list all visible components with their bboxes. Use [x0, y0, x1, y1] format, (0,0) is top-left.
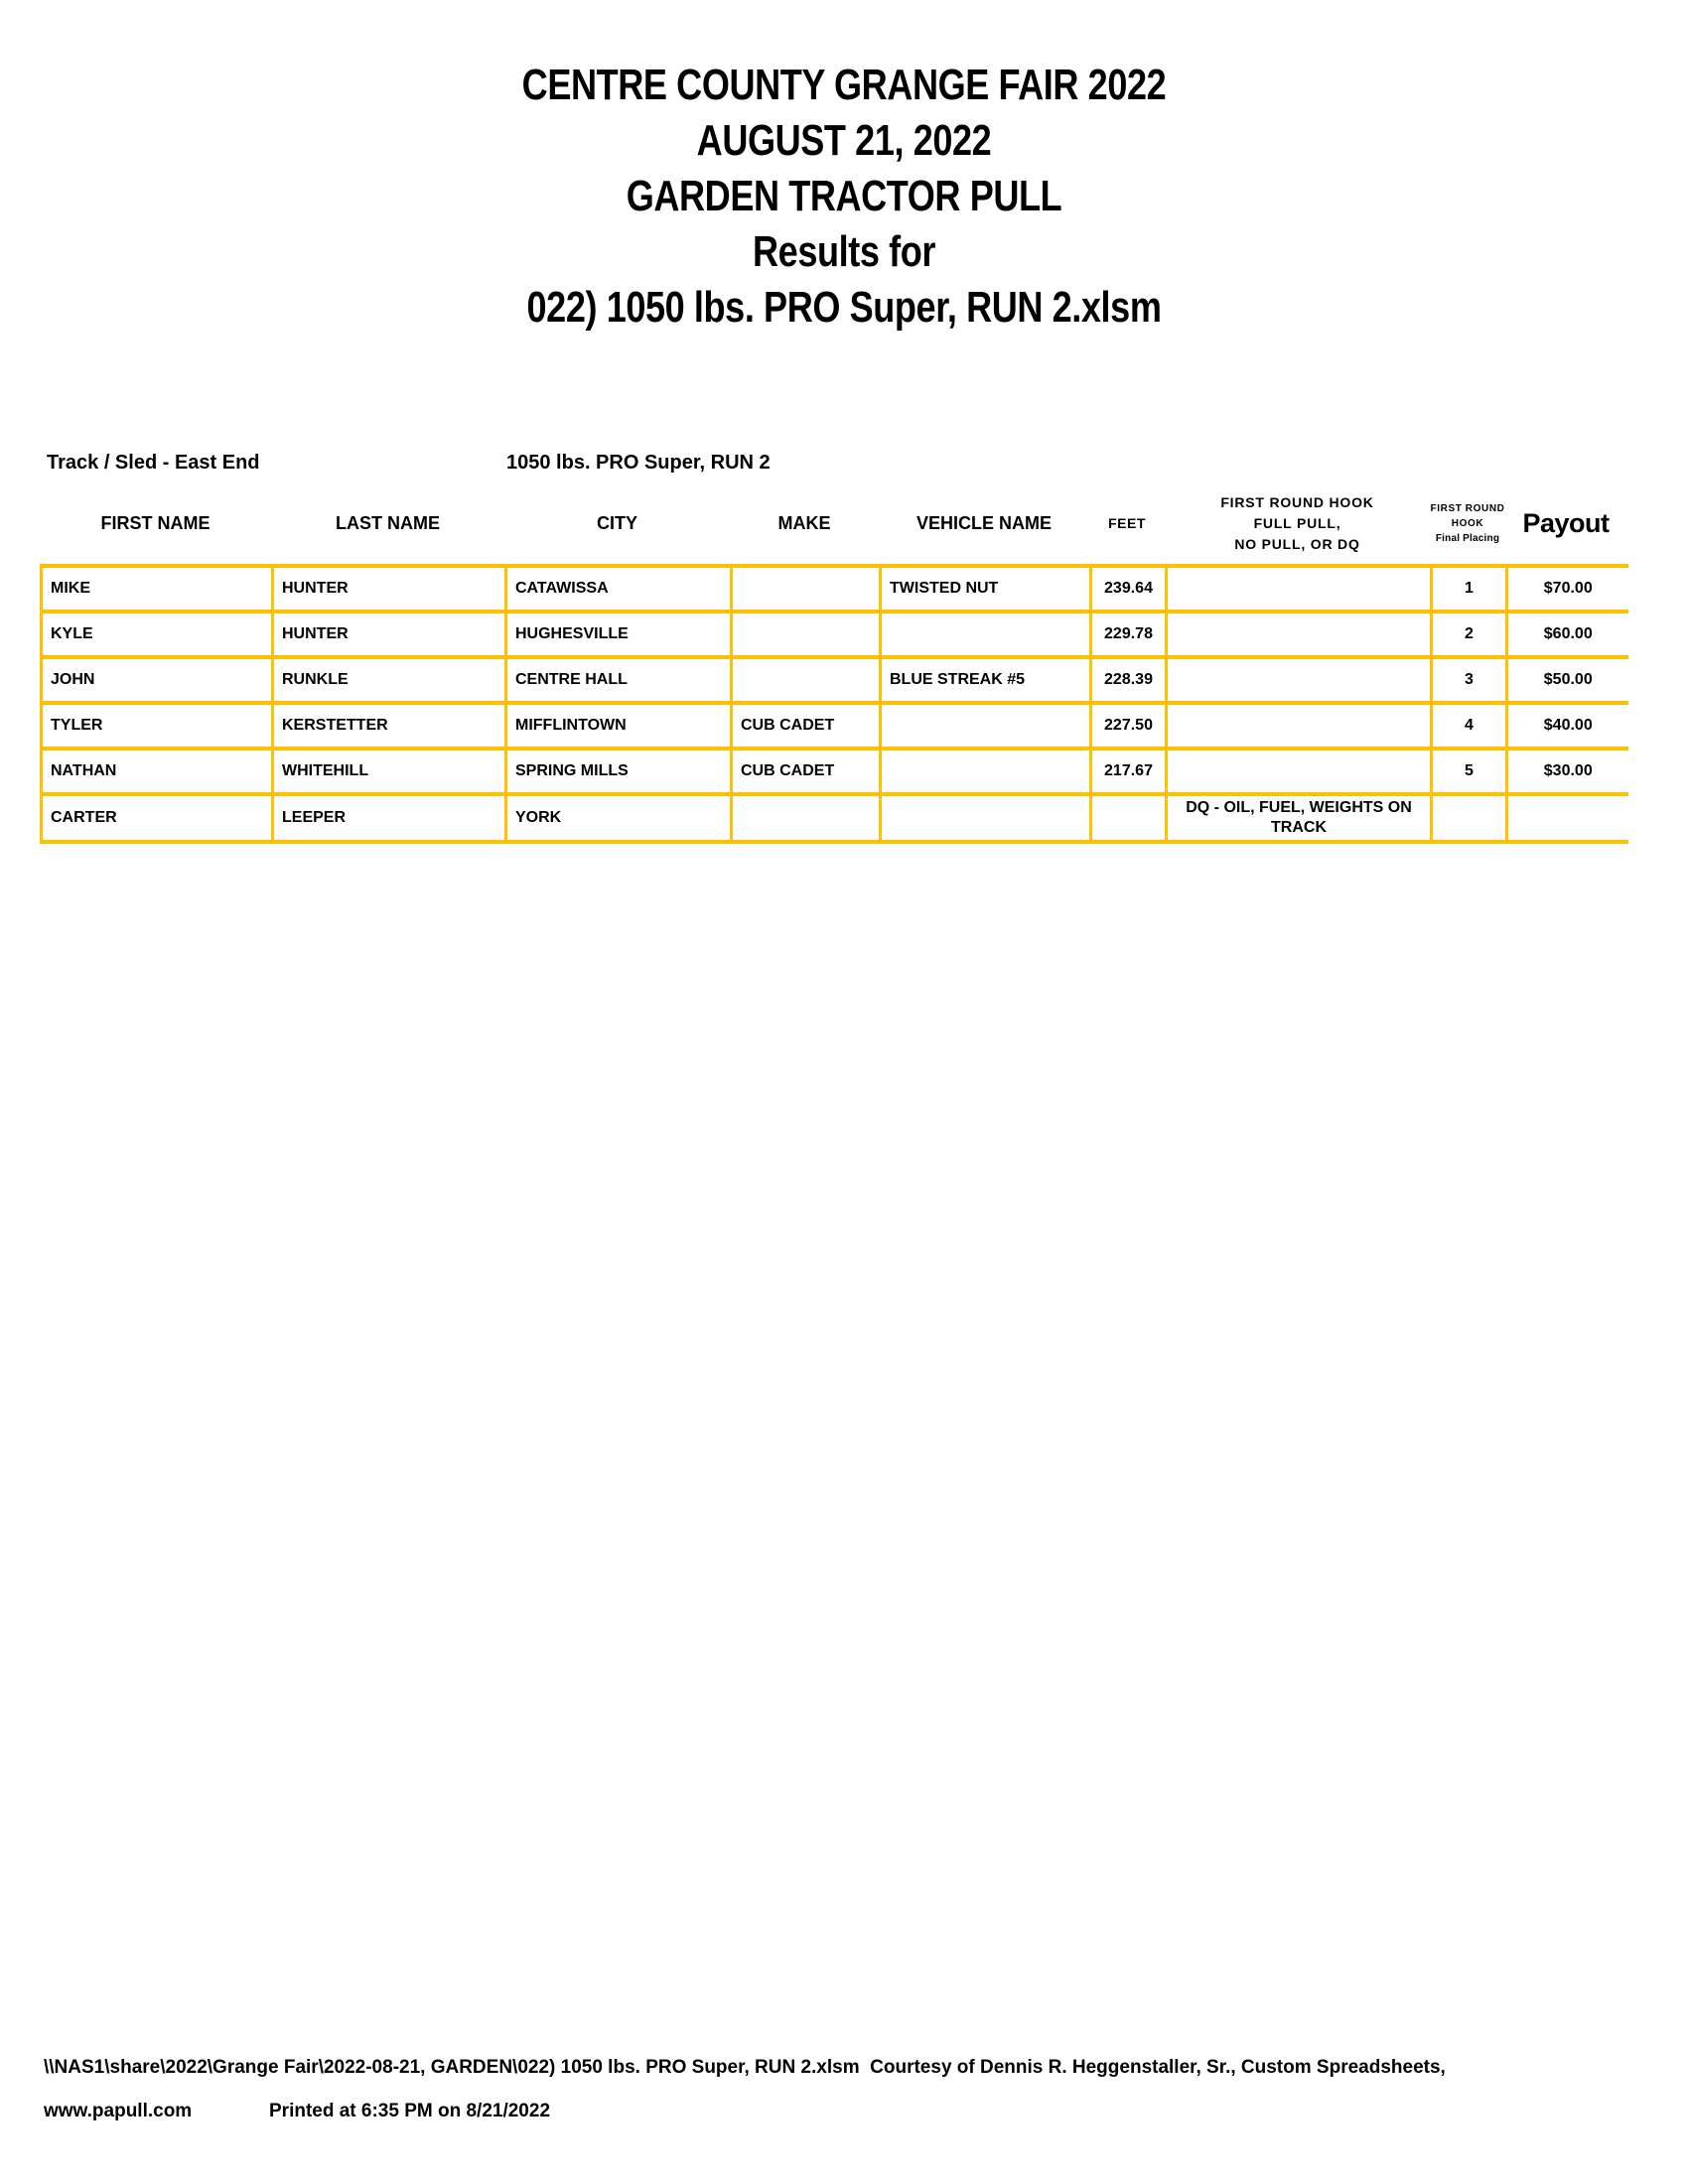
cell-hook-result	[1167, 612, 1432, 657]
cell-final-placing: 4	[1432, 703, 1507, 749]
hook-header-line2: FULL PULL,	[1253, 514, 1341, 531]
cell-payout	[1507, 794, 1628, 842]
cell-hook-result	[1167, 657, 1432, 703]
cell-vehicle-name	[881, 612, 1091, 657]
cell-vehicle-name: BLUE STREAK #5	[881, 657, 1091, 703]
cell-last-name: WHITEHILL	[273, 749, 506, 794]
col-header-make: MAKE	[777, 512, 831, 533]
cell-last-name: RUNKLE	[273, 657, 506, 703]
table-row	[42, 566, 1628, 612]
cell-last-name: HUNTER	[273, 566, 506, 612]
cell-first-name: CARTER	[42, 794, 273, 842]
title-line-pull-type: GARDEN TRACTOR PULL	[626, 172, 1062, 220]
col-header-feet: FEET	[1108, 515, 1146, 531]
cell-city: YORK	[506, 794, 732, 842]
col-header-city: CITY	[596, 512, 637, 533]
col-header-last-name: LAST NAME	[336, 512, 440, 533]
cell-final-placing: 2	[1432, 612, 1507, 657]
table-row	[42, 703, 1628, 749]
cell-payout: $70.00	[1507, 566, 1628, 612]
cell-vehicle-name	[881, 749, 1091, 794]
cell-city: CATAWISSA	[506, 566, 732, 612]
results-header-row	[40, 482, 1626, 564]
cell-last-name: KERSTETTER	[273, 703, 506, 749]
cell-make: CUB CADET	[732, 749, 881, 794]
cell-feet: 229.78	[1091, 612, 1167, 657]
cell-hook-result	[1167, 703, 1432, 749]
title-line-event: CENTRE COUNTY GRANGE FAIR 2022	[521, 61, 1167, 109]
cell-make	[732, 657, 881, 703]
cell-last-name: LEEPER	[273, 794, 506, 842]
results-table	[40, 564, 1628, 844]
cell-feet: 228.39	[1091, 657, 1167, 703]
title-line-results-for: Results for	[753, 227, 935, 276]
table-row	[42, 749, 1628, 794]
event-meta	[0, 452, 1688, 478]
cell-feet	[1091, 794, 1167, 842]
cell-feet: 227.50	[1091, 703, 1167, 749]
col-header-first-name: FIRST NAME	[100, 512, 211, 533]
title-line-filename: 022) 1050 lbs. PRO Super, RUN 2.xlsm	[526, 283, 1162, 332]
cell-vehicle-name: TWISTED NUT	[881, 566, 1091, 612]
cell-make	[732, 794, 881, 842]
cell-payout: $50.00	[1507, 657, 1628, 703]
col-header-final-placing	[1431, 501, 1505, 546]
cell-feet: 217.67	[1091, 749, 1167, 794]
cell-final-placing: 5	[1432, 749, 1507, 794]
footer-website: www.papull.com	[44, 2101, 193, 2121]
cell-feet: 239.64	[1091, 566, 1167, 612]
col-header-first-round-hook	[1220, 492, 1373, 555]
table-row	[42, 612, 1628, 657]
hook-header-line1: FIRST ROUND HOOK	[1220, 493, 1374, 510]
cell-city: SPRING MILLS	[506, 749, 732, 794]
cell-make	[732, 566, 881, 612]
placing-header-line2: HOOK	[1451, 517, 1484, 529]
title-block	[152, 58, 1536, 336]
cell-final-placing	[1432, 794, 1507, 842]
cell-first-name: MIKE	[42, 566, 273, 612]
cell-hook-result	[1167, 566, 1432, 612]
table-row	[42, 794, 1628, 842]
col-header-vehicle-name: VEHICLE NAME	[915, 512, 1052, 533]
footer-file-path: \\NAS1\share\2022\Grange Fair\2022-08-21, GARDEN\022) 1050 lbs. PRO Super, RUN 2.xlsm Courtesy of Dennis R. Heggenstaller, Sr., Custom Spreadsheets,	[44, 2057, 1446, 2078]
cell-final-placing: 3	[1432, 657, 1507, 703]
cell-vehicle-name	[881, 703, 1091, 749]
cell-first-name: NATHAN	[42, 749, 273, 794]
cell-final-placing: 1	[1432, 566, 1507, 612]
track-sled-label: Track / Sled - East End	[47, 452, 260, 474]
cell-vehicle-name	[881, 794, 1091, 842]
col-header-payout: Payout	[1522, 507, 1610, 538]
cell-first-name: TYLER	[42, 703, 273, 749]
cell-make: CUB CADET	[732, 703, 881, 749]
title-line-date: AUGUST 21, 2022	[696, 116, 992, 165]
table-row	[42, 657, 1628, 703]
cell-city: MIFFLINTOWN	[506, 703, 732, 749]
footer-second-line	[0, 2101, 1688, 2126]
cell-hook-result	[1167, 749, 1432, 794]
cell-city: HUGHESVILLE	[506, 612, 732, 657]
cell-last-name: HUNTER	[273, 612, 506, 657]
cell-payout: $40.00	[1507, 703, 1628, 749]
class-label: 1050 lbs. PRO Super, RUN 2	[506, 452, 771, 474]
cell-first-name: KYLE	[42, 612, 273, 657]
cell-first-name: JOHN	[42, 657, 273, 703]
cell-hook-result: DQ - OIL, FUEL, WEIGHTS ON TRACK	[1167, 794, 1432, 842]
cell-payout: $60.00	[1507, 612, 1628, 657]
placing-header-line3: Final Placing	[1435, 532, 1500, 544]
cell-payout: $30.00	[1507, 749, 1628, 794]
hook-header-line3: NO PULL, OR DQ	[1234, 535, 1360, 552]
cell-city: CENTRE HALL	[506, 657, 732, 703]
footer-printed-timestamp: Printed at 6:35 PM on 8/21/2022	[269, 2101, 551, 2121]
placing-header-line1: FIRST ROUND	[1430, 502, 1505, 514]
cell-make	[732, 612, 881, 657]
